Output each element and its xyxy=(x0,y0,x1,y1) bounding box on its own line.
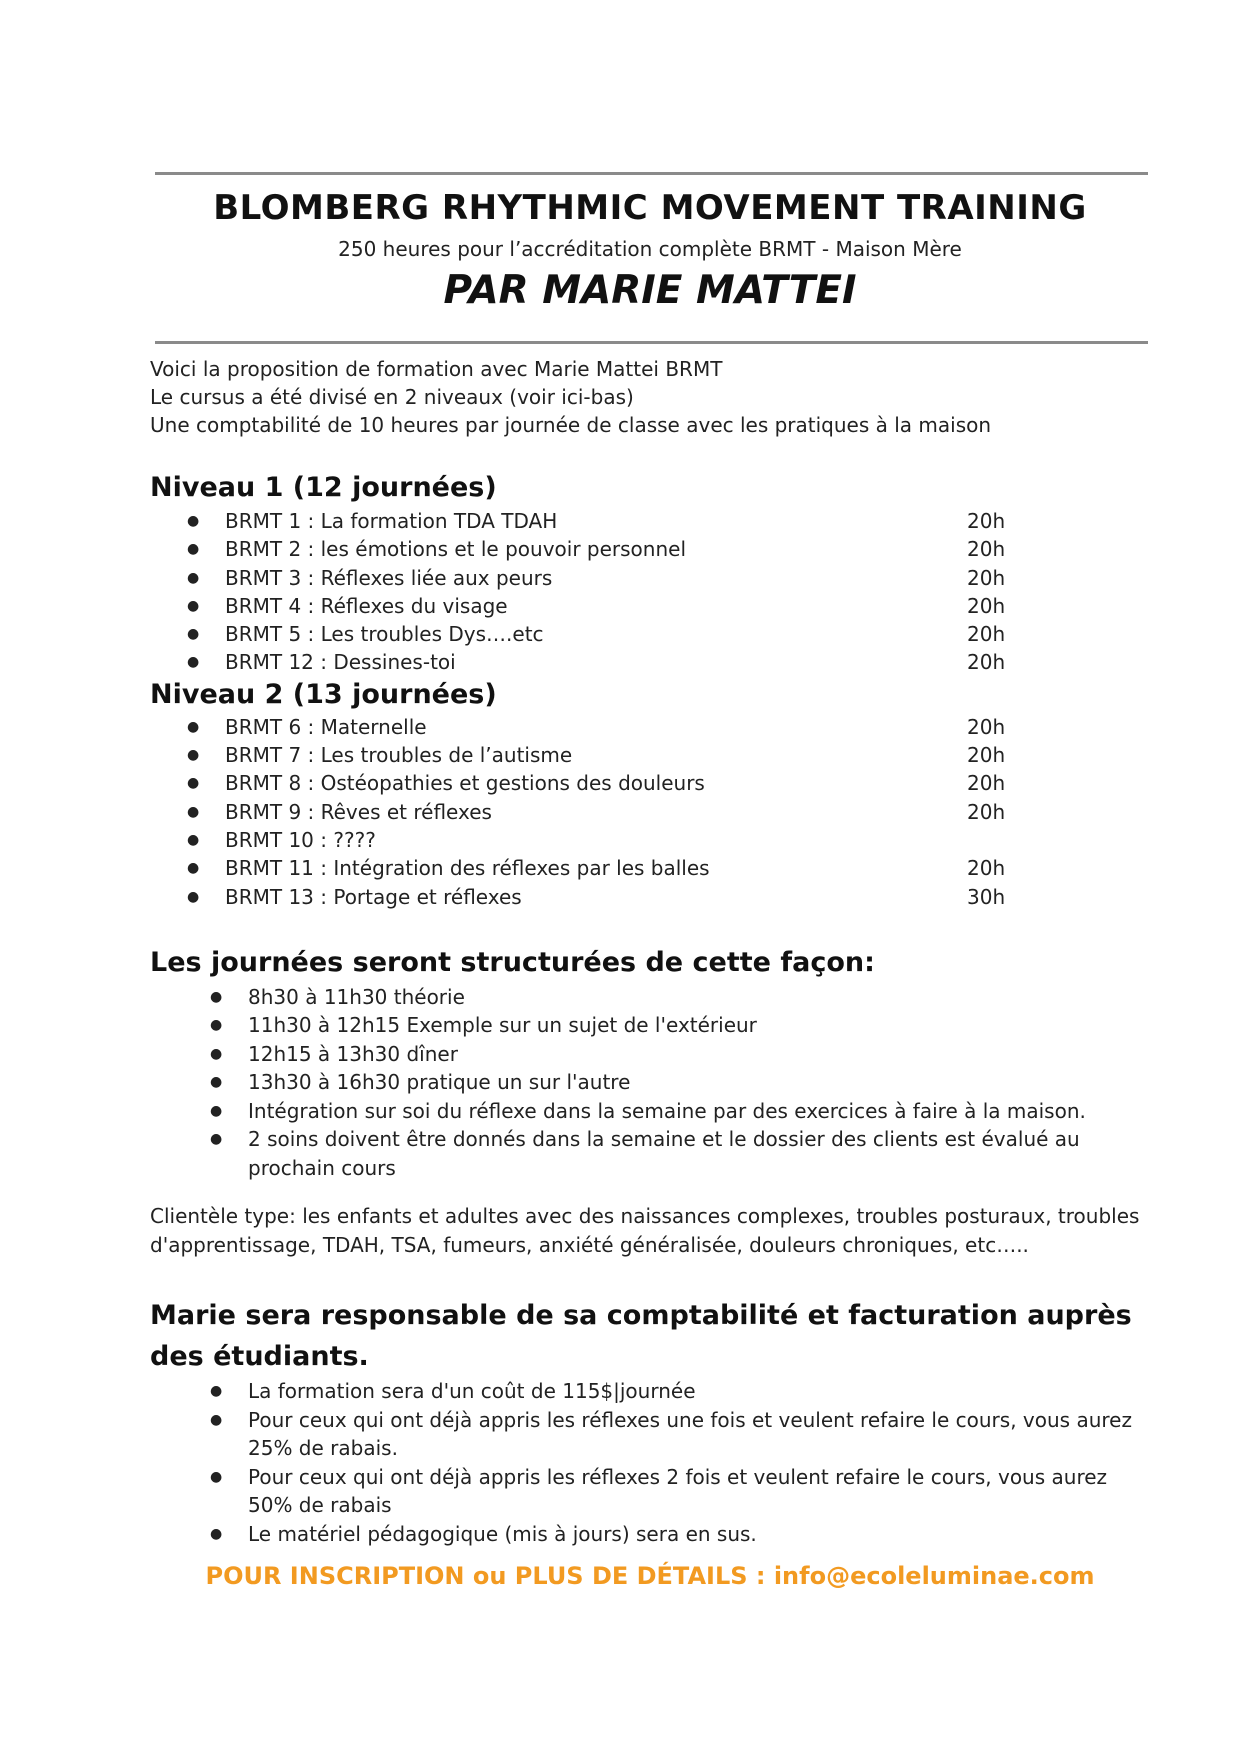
bullet-icon: ● xyxy=(187,541,200,558)
course-label: BRMT 11 : Intégration des réflexes par les balles xyxy=(225,856,710,881)
course-item xyxy=(150,648,1150,676)
course-item xyxy=(150,769,1150,797)
course-hours: 20h xyxy=(967,650,1006,675)
bullet-icon: ● xyxy=(210,988,223,1005)
niveau2-heading: Niveau 2 (13 journées) xyxy=(150,678,497,710)
course-hours: 20h xyxy=(967,593,1006,618)
page-subtitle: 250 heures pour l’accréditation complète BRMT - Maison Mère xyxy=(338,237,962,261)
author-heading: PAR MARIE MATTEI xyxy=(443,268,857,313)
bullet-icon: ● xyxy=(187,569,200,586)
course-label: BRMT 9 : Rêves et réflexes xyxy=(225,799,492,824)
intro-line: Le cursus a été divisé en 2 niveaux (voir ici-bas) xyxy=(150,385,634,409)
course-hours: 20h xyxy=(967,714,1006,739)
bullet-icon: ● xyxy=(210,1102,223,1119)
course-label: BRMT 8 : Ostéopathies et gestions des douleurs xyxy=(225,771,705,796)
schedule-list xyxy=(150,983,1150,1183)
course-item xyxy=(150,798,1150,826)
niveau1-heading: Niveau 1 (12 journées) xyxy=(150,472,497,503)
page-title: BLOMBERG RHYTHMIC MOVEMENT TRAINING xyxy=(213,188,1087,228)
bullet-icon: ● xyxy=(210,1131,223,1148)
course-item xyxy=(150,854,1150,882)
course-hours: 20h xyxy=(967,743,1006,768)
bullet-icon: ● xyxy=(187,718,200,735)
course-label: BRMT 13 : Portage et réflexes xyxy=(225,884,522,909)
billing-item xyxy=(150,1520,1150,1549)
schedule-item xyxy=(150,1011,1150,1040)
course-item xyxy=(150,883,1150,911)
course-label: BRMT 10 : ???? xyxy=(225,827,376,852)
course-label: BRMT 6 : Maternelle xyxy=(225,714,427,739)
bullet-icon: ● xyxy=(187,654,200,671)
bullet-icon: ● xyxy=(187,513,200,529)
document-body xyxy=(150,355,1150,1548)
clientele-paragraph: Clientèle type: les enfants et adultes avec des naissances complexes, troubles posturaux, troubles d'apprentissage, TDAH, TSA, fumeurs, anxiété généralisée, douleurs chroniques, etc….. xyxy=(150,1204,1140,1257)
schedule-text: 8h30 à 11h30 théorie xyxy=(248,984,465,1009)
intro-line: Voici la proposition de formation avec Marie Mattei BRMT xyxy=(150,357,723,381)
course-label: BRMT 7 : Les troubles de l’autisme xyxy=(225,743,573,768)
schedule-item xyxy=(150,1125,1150,1182)
course-item xyxy=(150,741,1150,769)
bullet-icon: ● xyxy=(210,1045,223,1062)
billing-heading: Marie sera responsable de sa comptabilité et facturation auprès des étudiants. xyxy=(150,1300,1132,1373)
schedule-text: 12h15 à 13h30 dîner xyxy=(248,1041,458,1066)
billing-item xyxy=(150,1406,1150,1463)
course-item xyxy=(150,592,1150,620)
billing-list xyxy=(150,1377,1150,1548)
bullet-icon: ● xyxy=(187,831,200,848)
course-hours: 20h xyxy=(967,771,1006,796)
bottom-divider xyxy=(155,341,1148,344)
intro-block xyxy=(150,355,1150,439)
course-hours: 20h xyxy=(967,509,1006,533)
course-item xyxy=(150,507,1150,535)
course-hours: 30h xyxy=(967,884,1006,909)
schedule-text: 13h30 à 16h30 pratique un sur l'autre xyxy=(248,1070,631,1095)
course-hours: 20h xyxy=(967,565,1006,590)
niveau2-list xyxy=(150,713,1150,911)
course-label: BRMT 5 : Les troubles Dys….etc xyxy=(225,622,544,647)
bullet-icon: ● xyxy=(210,1411,223,1428)
course-hours: 20h xyxy=(967,622,1006,647)
bullet-icon: ● xyxy=(187,888,200,905)
course-item xyxy=(150,713,1150,741)
course-label: BRMT 4 : Réflexes du visage xyxy=(225,593,508,618)
schedule-item xyxy=(150,1040,1150,1069)
contact-line: POUR INSCRIPTION ou PLUS DE DÉTAILS : info@ecoleluminae.com xyxy=(205,1562,1095,1590)
schedule-text: 2 soins doivent être donnés dans la semaine et le dossier des clients est évalué au prochain cours xyxy=(248,1127,1080,1180)
schedule-heading: Les journées seront structurées de cette façon: xyxy=(150,946,875,978)
course-hours: 20h xyxy=(967,799,1006,824)
schedule-item xyxy=(150,1068,1150,1097)
bullet-icon: ● xyxy=(210,1383,223,1400)
course-item xyxy=(150,535,1150,563)
billing-text: Pour ceux qui ont déjà appris les réflexes 2 fois et veulent refaire le cours, vous aurez 50% de rabais xyxy=(248,1464,1108,1518)
bullet-icon: ● xyxy=(187,775,200,792)
schedule-item xyxy=(150,983,1150,1012)
billing-text: Pour ceux qui ont déjà appris les réflexes une fois et veulent refaire le cours, vous aurez 25% de rabais. xyxy=(248,1407,1132,1461)
course-hours: 20h xyxy=(967,856,1006,881)
niveau1-list xyxy=(150,507,1150,677)
bullet-icon: ● xyxy=(210,1525,223,1542)
course-label: BRMT 2 : les émotions et le pouvoir personnel xyxy=(225,537,687,562)
top-divider xyxy=(155,172,1148,175)
course-item xyxy=(150,826,1150,854)
course-label: BRMT 12 : Dessines-toi xyxy=(225,650,456,675)
schedule-text: 11h30 à 12h15 Exemple sur un sujet de l'extérieur xyxy=(248,1013,757,1038)
billing-item xyxy=(150,1463,1150,1520)
course-hours: 20h xyxy=(967,537,1006,562)
billing-text: La formation sera d'un coût de 115$|journée xyxy=(248,1379,696,1404)
course-item xyxy=(150,564,1150,592)
course-label: BRMT 3 : Réflexes liée aux peurs xyxy=(225,565,553,590)
bullet-icon: ● xyxy=(187,626,200,643)
intro-line: Une comptabilité de 10 heures par journée de classe avec les pratiques à la maison xyxy=(150,413,992,437)
course-item xyxy=(150,620,1150,648)
bullet-icon: ● xyxy=(210,1468,223,1485)
bullet-icon: ● xyxy=(187,803,200,820)
billing-text: Le matériel pédagogique (mis à jours) sera en sus. xyxy=(248,1521,757,1546)
bullet-icon: ● xyxy=(210,1017,223,1034)
bullet-icon: ● xyxy=(210,1074,223,1091)
billing-item xyxy=(150,1377,1150,1406)
bullet-icon: ● xyxy=(187,860,200,877)
bullet-icon: ● xyxy=(187,597,200,614)
schedule-item xyxy=(150,1097,1150,1126)
schedule-text: Intégration sur soi du réflexe dans la semaine par des exercices à faire à la maison. xyxy=(248,1098,1086,1123)
bullet-icon: ● xyxy=(187,747,200,764)
course-label: BRMT 1 : La formation TDA TDAH xyxy=(225,509,558,533)
